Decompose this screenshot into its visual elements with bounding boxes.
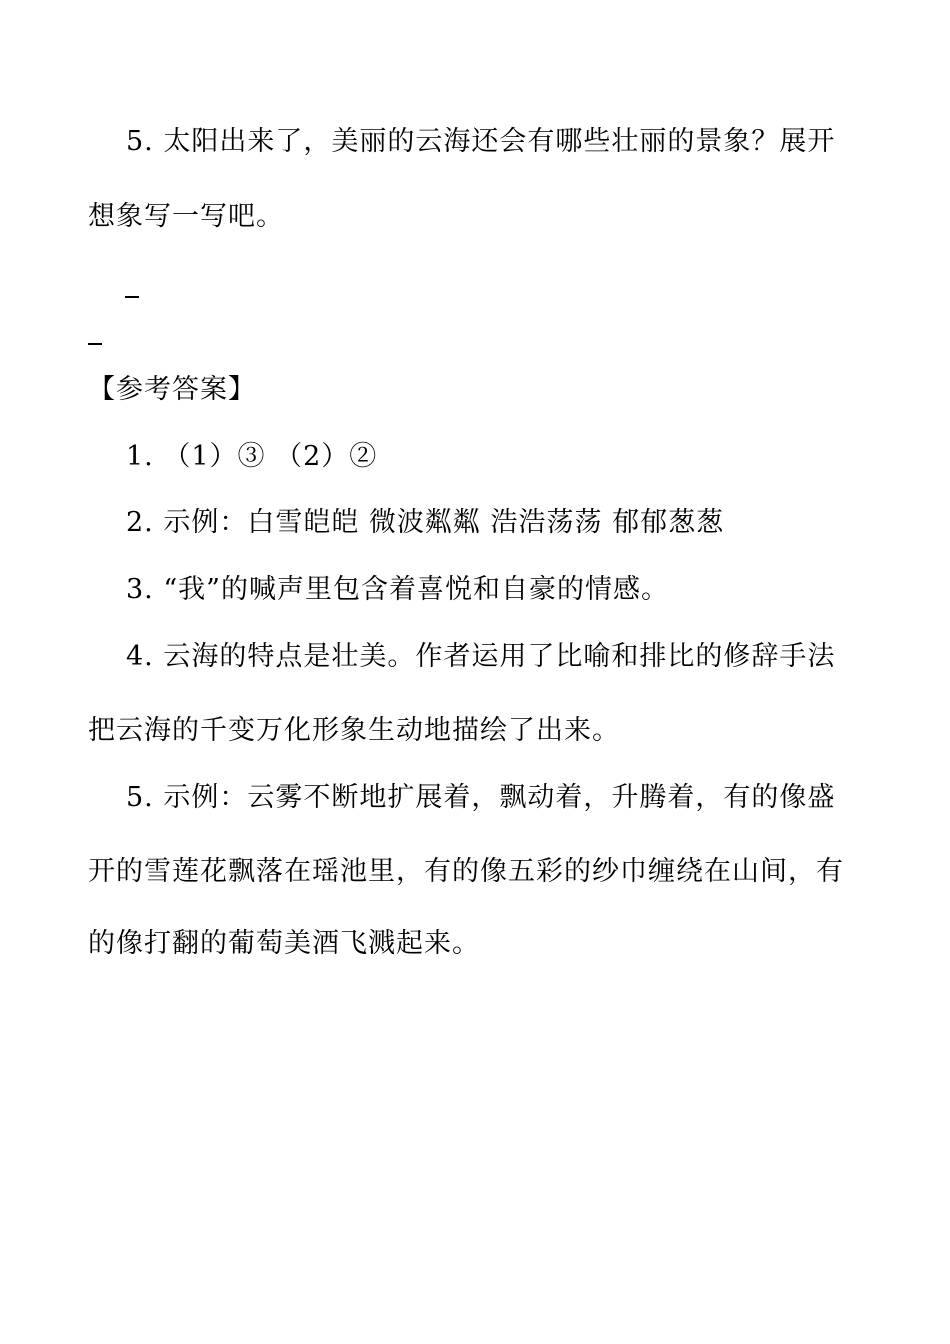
answer-2: 2. 示例：白雪皑皑 微波粼粼 浩浩荡荡 郁郁葱葱 (126, 507, 725, 538)
answer-1: 1. （1）③ （2）② (126, 441, 378, 472)
question-5-line-2: 想象写一写吧。 (88, 201, 284, 232)
answer-5-line-1: 5. 示例：云雾不断地扩展着，飘动着，升腾着，有的像盛 (126, 782, 836, 813)
question-5-line-1: 5. 太阳出来了，美丽的云海还会有哪些壮丽的景象？展开 (126, 126, 836, 157)
answer-3: 3. “我”的喊声里包含着喜悦和自豪的情感。 (126, 574, 669, 605)
answer-blank-line-2 (88, 343, 102, 345)
answer-heading: 【参考答案】 (88, 374, 256, 405)
answer-5-line-3: 的像打翻的葡萄美酒飞溅起来。 (88, 928, 480, 959)
answer-4-line-2: 把云海的千变万化形象生动地描绘了出来。 (88, 715, 620, 746)
answer-blank-line-1 (125, 296, 139, 298)
answer-5-line-2: 开的雪莲花飘落在瑶池里，有的像五彩的纱巾缠绕在山间，有 (88, 856, 844, 887)
answer-4-line-1: 4. 云海的特点是壮美。作者运用了比喻和排比的修辞手法 (126, 641, 836, 672)
